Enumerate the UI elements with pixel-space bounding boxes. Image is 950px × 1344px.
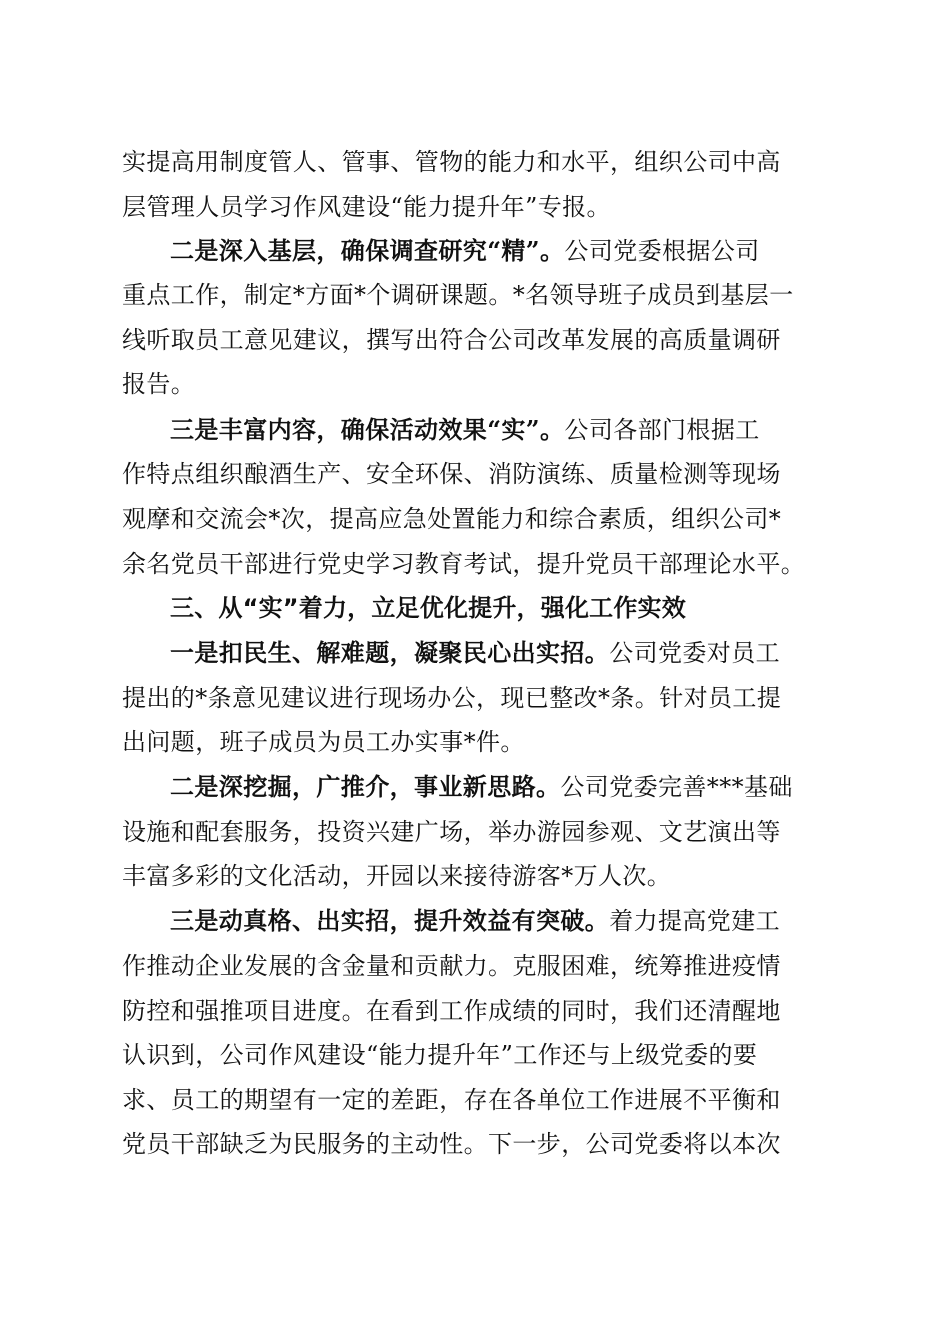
body-line: 丰富多彩的文化活动，开园以来接待游客*万人次。	[122, 862, 672, 890]
body-line: 层管理人员学习作风建设“能力提升年”专报。	[122, 193, 611, 221]
body-line: 作推动企业发展的含金量和贡献力。克服困难，统筹推进疫情	[122, 952, 781, 980]
paragraph-text: 公司各部门根据工	[564, 416, 760, 444]
body-line: 报告。	[122, 370, 196, 398]
paragraph-first-line	[170, 408, 760, 452]
body-line: 设施和配套服务，投资兴建广场，举办游园参观、文艺演出等	[122, 818, 781, 846]
body-line: 提出的*条意见建议进行现场办公，现已整改*条。针对员工提	[122, 684, 782, 712]
paragraph-text: 公司党委对员工	[609, 639, 781, 667]
paragraph-text: 公司党委完善***基础	[560, 773, 793, 801]
paragraph-text: 公司党委根据公司	[564, 237, 760, 265]
body-line: 观摩和交流会*次，提高应急处置能力和综合素质，组织公司*	[122, 505, 782, 533]
paragraph-text: 着力提高党建工	[609, 907, 781, 935]
body-line: 实提高用制度管人、管事、管物的能力和水平，组织公司中高	[122, 148, 781, 176]
body-line: 线听取员工意见建议，撰写出符合公司改革发展的高质量调研	[122, 326, 781, 354]
body-line: 出问题，班子成员为员工办实事*件。	[122, 728, 525, 756]
section-heading: 三、从“实”着力，立足优化提升，强化工作实效	[170, 594, 686, 622]
body-line: 余名党员干部进行党史学习教育考试，提升党员干部理论水平。	[122, 550, 806, 578]
body-line: 作特点组织酿酒生产、安全环保、消防演练、质量检测等现场	[122, 460, 781, 488]
paragraph-lead: 二是深入基层，确保调查研究“精”。	[170, 236, 565, 265]
paragraph-first-line	[170, 229, 760, 273]
paragraph-lead: 一是扣民生、解难题，凝聚民心出实招。	[170, 638, 610, 667]
body-line: 重点工作，制定*方面*个调研课题。*名领导班子成员到基层一	[122, 281, 794, 309]
body-line: 求、员工的期望有一定的差距，存在各单位工作进展不平衡和	[122, 1086, 781, 1114]
paragraph-lead: 三是动真格、出实招，提升效益有突破。	[170, 906, 610, 935]
paragraph-first-line	[170, 899, 780, 943]
body-line: 防控和强推项目进度。在看到工作成绩的同时，我们还清醒地	[122, 997, 781, 1025]
paragraph-first-line	[170, 765, 793, 809]
body-line: 认识到，公司作风建设“能力提升年”工作还与上级党委的要	[122, 1041, 758, 1069]
paragraph-lead: 三是丰富内容，确保活动效果“实”。	[170, 415, 565, 444]
body-line: 党员干部缺乏为民服务的主动性。下一步，公司党委将以本次	[122, 1130, 781, 1158]
paragraph-lead: 二是深挖掘，广推介，事业新思路。	[170, 772, 561, 801]
paragraph-first-line	[170, 631, 780, 675]
